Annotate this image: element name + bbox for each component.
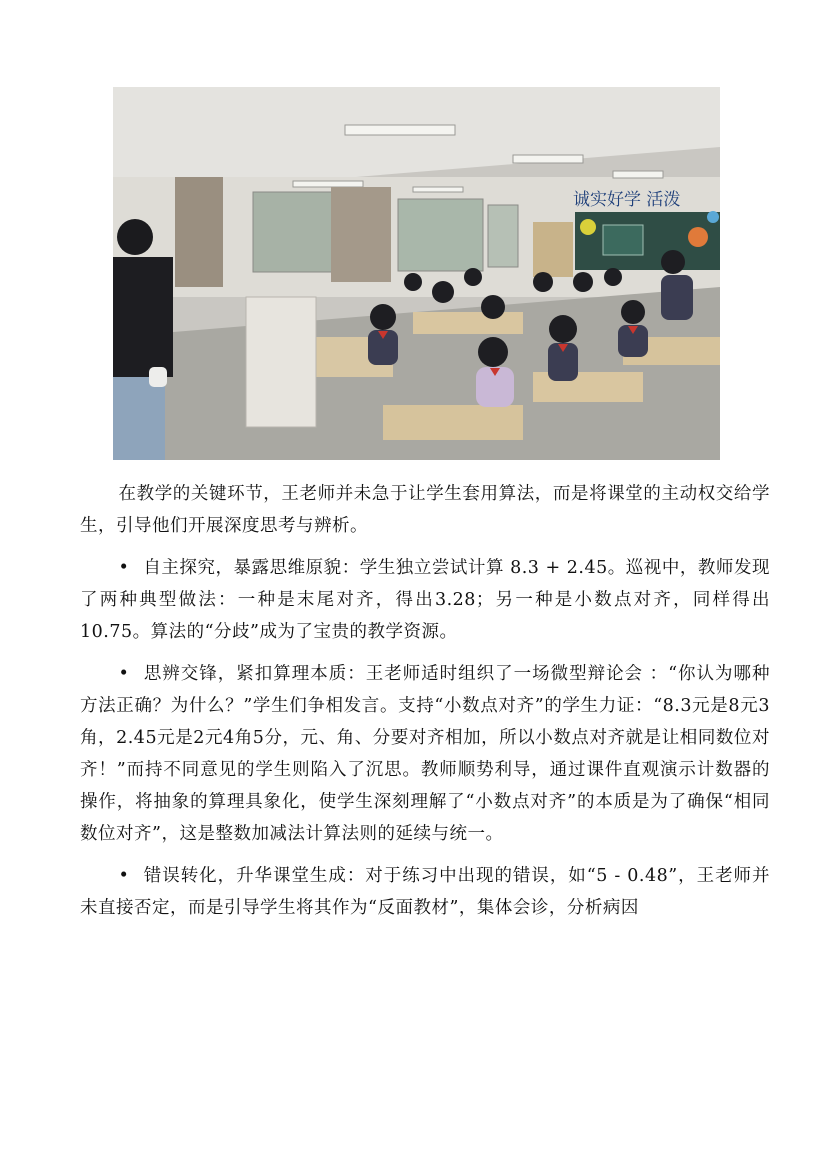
classroom-photo (113, 87, 720, 460)
paragraph-text: 自主探究，暴露思维原貌：学生独立尝试计算 8.3 + 2.45。巡视中，教师发现了两种典型做法：一种是末尾对齐，得出3.28；另一种是小数点对齐，同样得出10.75。算法的“分歧”成为了宝贵的教学资源。 (80, 558, 770, 642)
classroom-illustration (113, 87, 720, 460)
paragraph-bullet-2 (80, 658, 770, 850)
bullet-marker: • (118, 664, 130, 684)
bullet-marker: • (118, 558, 130, 578)
paragraph-bullet-1 (80, 552, 770, 648)
paragraph-bullet-3 (80, 860, 770, 924)
bullet-marker: • (118, 866, 130, 886)
paragraph-intro (80, 478, 770, 542)
paragraph-text: 思辨交锋，紧扣算理本质：王老师适时组织了一场微型辩论会 ：“你认为哪种方法正确？为什么？”学生们争相发言。支持“小数点对齐”的学生力证：“8.3元是8元3角，2.45元是2元4角5分，元、角、分要对齐相加，所以小数点对齐就是让相同数位对齐！”而持不同意见的学生则陷入了沉思。教师顺势利导，通过课件直观演示计数器的操作，将抽象的算理具象化，使学生深刻理解了“小数点对齐”的本质是为了确保“相同数位对齐”，这是整数加减法计算法则的延续与统一。 (80, 664, 770, 844)
article-body (80, 478, 770, 934)
paragraph-text: 错误转化，升华课堂生成：对于练习中出现的错误，如“5 - 0.48”，王老师并未直接否定，而是引导学生将其作为“反面教材”，集体会诊，分析病因 (80, 866, 770, 918)
banner-text: 诚实好学 活泼 (573, 190, 681, 210)
paragraph-text: 在教学的关键环节，王老师并未急于让学生套用算法，而是将课堂的主动权交给学生，引导他们开展深度思考与辨析。 (80, 484, 770, 536)
